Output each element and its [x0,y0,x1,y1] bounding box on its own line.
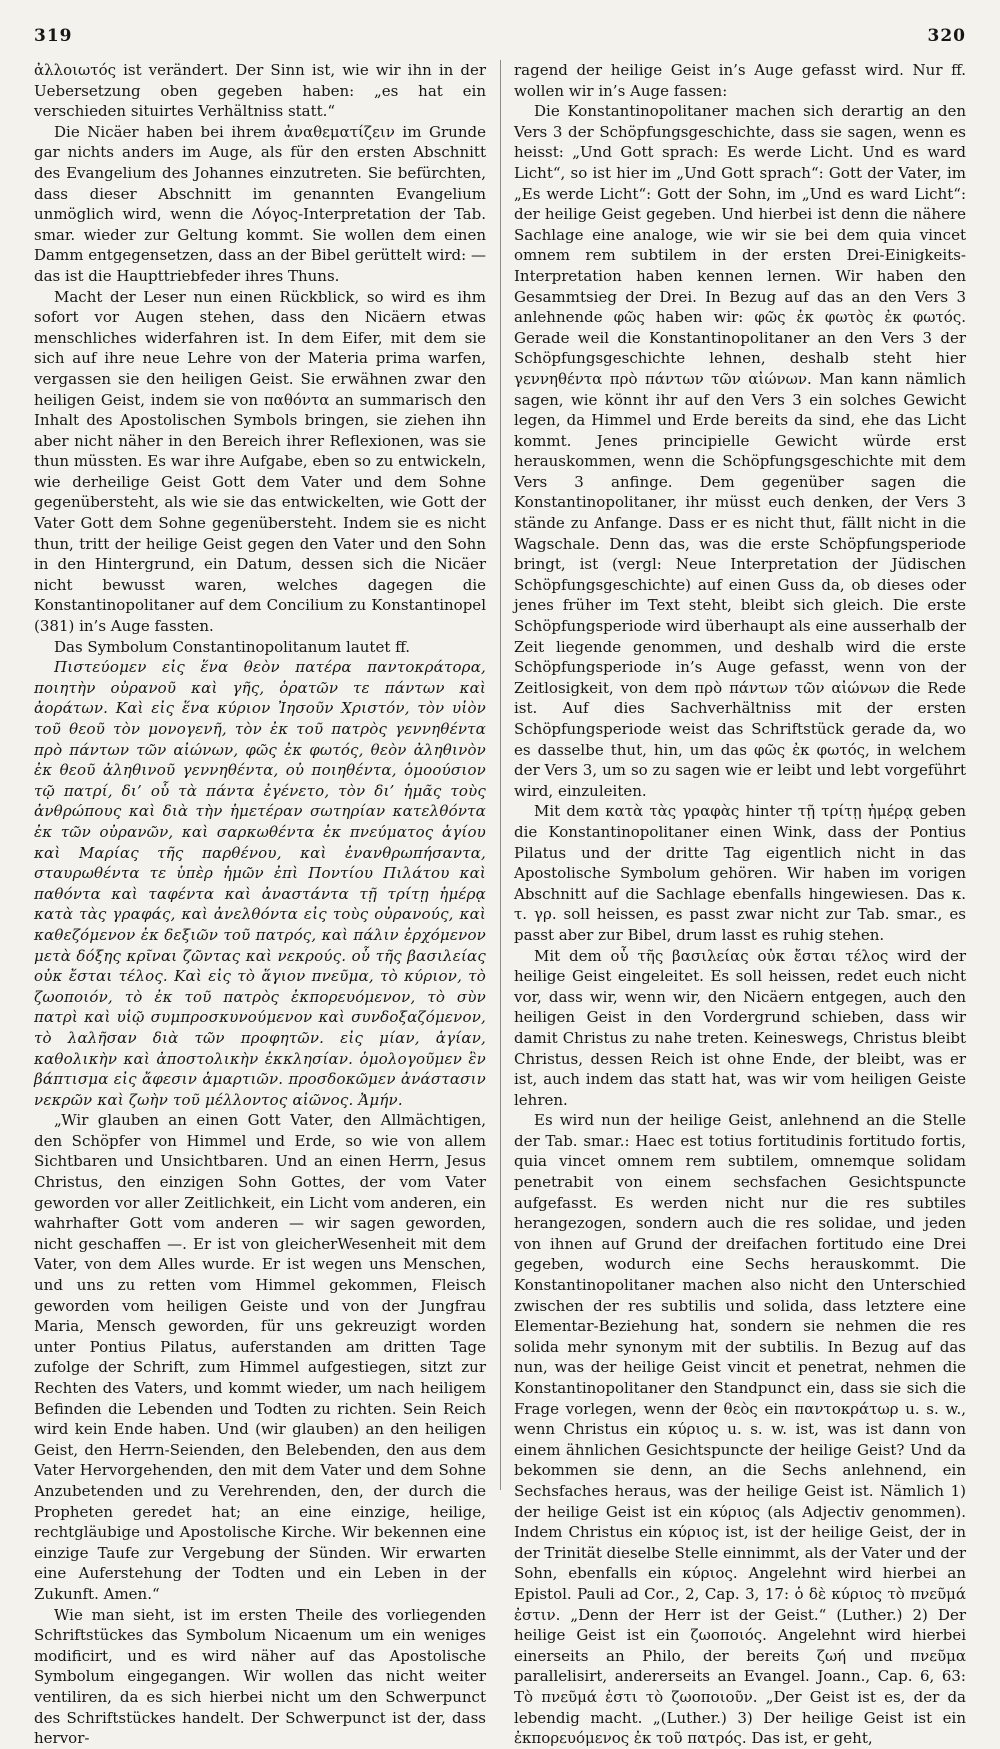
right-column-paragraph: Die Konstantinopolitaner machen sich derartig an den Vers 3 der Schöpfungsgeschichte, dass sie sagen, wenn es heisst: „Und Gott sprach: Es werde Licht. Und es ward Licht“, so ist hier im „Und Gott sprach“: Gott der Vater, im „Es werde Licht“: Gott der Sohn, im „Und es ward Licht“: der heilige Geist gegeben. Und hierbei ist denn die nähere Sachlage eine analoge, wie wir sie bei dem quia vincet omnem rem subtilem in der ersten Drei-Einigkeits-Interpretation haben kennen lernen. Wir haben den Gesammtsieg der Drei. In Bezug auf das an den Vers 3 anlehnende φῶς haben wir: φῶς ἐκ φωτὸς ἐκ φωτός. Gerade weil die Konstantinopolitaner an den Vers 3 der Schöpfungsgeschichte lehnen, deshalb steht hier γεννηθέντα πρὸ πάντων τῶν αἰώνων. Man kann nämlich sagen, wie könnt ihr auf den Vers 3 ein solches Gewicht legen, da Himmel und Erde bereits da sind, ehe das Licht kommt. Jenes principielle Gewicht würde erst herauskommen, wenn die Schöpfungsgeschichte mit dem Vers 3 anfinge. Dem gegenüber sagen die Konstantinopolitaner, ihr müsst euch denken, der Vers 3 stände zu Anfange. Dass er es nicht thut, fällt nicht in die Wagschale. Denn das, was die erste Schöpfungsperiode bringt, ist (vergl: Neue Interpretation der Jüdischen Schöpfungsgeschichte) auf einen Guss da, ob dieses oder jenes früher im Text steht, bleibt sich gleich. Die erste Schöpfungsperiode wird überhaupt als eine ausserhalb der Zeit liegende genommen, und deshalb wird die erste Schöpfungsperiode in’s Auge gefasst, wenn von der Zeitlosigkeit, von dem πρὸ πάντων τῶν αἰώνων die Rede ist. Auf dies Sachverhältniss mit der ersten Schöpfungsperiode weist das Schriftstück gerade da, wo es dasselbe thut, hin, um das φῶς ἐκ φωτός, in welchem der Vers 3, um so zu sagen wie er leibt und lebt vorgeführt wird, einzuleiten. [514,102,966,800]
two-column-text [34,60,966,1748]
right-column-paragraph: Mit dem κατὰ τὰς γραφὰς hinter τῇ τρίτῃ ἡμέρᾳ geben die Konstantinopolitaner einen Wink, dass der Pontius Pilatus und der dritte Tag eigentlich nicht in das Apostolische Symbolum gehören. Wir haben im vorigen Abschnitt auf die Sachlage ebenfalls hingewiesen. Das κ. τ. γρ. soll heissen, es passt zwar nicht zur Tab. smar., es passt aber zur Bibel, drum lasst es ruhig stehen. [514,802,966,944]
right-column-paragraph: Mit dem οὗ τῆς βασιλείας οὐκ ἔσται τέλος wird der heilige Geist eingeleitet. Es soll heissen, redet euch nicht vor, dass wir, wenn wir, den Nicäern entgegen, auch den heiligen Geist in den Vordergrund schieben, dass wir damit Christus zu nahe treten. Keineswegs, Christus bleibt Christus, dessen Reich ist ohne Ende, der bleibt, was er ist, auch indem das statt hat, was wir vom heiligen Geiste lehren. [514,946,966,1109]
greek-creed-paragraph: Πιστεύομεν εἰς ἕνα θεὸν πατέρα παντοκράτορα, ποιητὴν οὐρανοῦ καὶ γῆς, ὁρατῶν τε πάντων καὶ ἀοράτων. Καὶ εἰς ἕνα κύριον Ἰησοῦν Χριστόν, τὸν υἱὸν τοῦ θεοῦ τὸν μονογενῆ, τὸν ἐκ τοῦ πατρὸς γεννηθέντα πρὸ πάντων τῶν αἰώνων, φῶς ἐκ φωτός, θεὸν ἀληθινὸν ἐκ θεοῦ ἀληθινοῦ γεννηθέντα, οὐ ποιηθέντα, ὁμοούσιον τῷ πατρί, δι’ οὗ τὰ πάντα ἐγένετο, τὸν δι’ ἡμᾶς τοὺς ἀνθρώπους καὶ διὰ τὴν ἡμετέραν σωτηρίαν κατελθόντα ἐκ τῶν οὐρανῶν, καὶ σαρκωθέντα ἐκ πνεύματος ἁγίου καὶ Μαρίας τῆς παρθένου, καὶ ἐνανθρωπήσαντα, σταυρωθέντα τε ὑπὲρ ἡμῶν ἐπὶ Ποντίου Πιλάτου καὶ παθόντα καὶ ταφέντα καὶ ἀναστάντα τῇ τρίτῃ ἡμέρᾳ κατὰ τὰς γραφάς, καὶ ἀνελθόντα εἰς τοὺς οὐρανούς, καὶ καθεζόμενον ἐκ δεξιῶν τοῦ πατρός, καὶ πάλιν ἐρχόμενον μετὰ δόξης κρῖναι ζῶντας καὶ νεκρούς. οὗ τῆς βασιλείας οὐκ ἔσται τέλος. Καὶ εἰς τὸ ἅγιον πνεῦμα, τὸ κύριον, τὸ ζωοποιόν, τὸ ἐκ τοῦ πατρὸς ἐκπορευόμενον, τὸ σὺν πατρὶ καὶ υἱῷ συμπροσκυνούμενον καὶ συνδοξαζόμενον, τὸ λαλῆσαν διὰ τῶν προφητῶν. εἰς μίαν, ἁγίαν, καθολικὴν καὶ ἀποστολικὴν ἐκκλησίαν. ὁμολογοῦμεν ἓν βάπτισμα εἰς ἄφεσιν ἁμαρτιῶν. προσδοκῶμεν ἀνάστασιν νεκρῶν καὶ ζωὴν τοῦ μέλλοντος αἰῶνος. Ἀμήν. [34,658,486,1109]
page-header [34,26,966,60]
column-divider [500,60,501,1490]
left-page-number: 319 [34,26,73,46]
left-column-paragraph: Macht der Leser nun einen Rückblick, so wird es ihm sofort vor Augen stehen, dass den Nicäern etwas menschliches widerfahren ist. In dem Eifer, mit dem sie sich auf ihre neue Lehre von der Materia prima warfen, vergassen sie den heiligen Geist. Sie erwähnen zwar den heiligen Geist, indem sie von παθόντα an summarisch den Inhalt des Apostolischen Symbols bringen, sie ziehen ihn aber nicht näher in den Bereich ihrer Reflexionen, was sie thun müssten. Es war ihre Aufgabe, eben so zu entwickeln, wie derheilige Geist Gott dem Vater und dem Sohne gegenübersteht, als wie sie das entwickelten, wie Gott der Vater Gott dem Sohne gegenübersteht. Indem sie es nicht thun, tritt der heilige Geist gegen den Vater und den Sohn in den Hintergrund, ein Datum, dessen sich die Nicäer nicht bewusst waren, welches dagegen die Konstantinopolitaner auf dem Concilium zu Konstantinopel (381) in’s Auge fassten. [34,287,486,636]
left-column-paragraph: Wie man sieht, ist im ersten Theile des vorliegenden Schriftstückes das Symbolum Nicaenum um ein weniges modificirt, und es wird näher auf das Apostolische Symbolum eingegangen. Wir wollen das nicht weiter ventiliren, da es sich hierbei nicht um den Schwerpunct des Schriftstückes handelt. Der Schwerpunct ist der, dass hervor- [34,1605,486,1748]
left-column-paragraph: ἀλλοιωτός ist verändert. Der Sinn ist, wie wir ihn in der Uebersetzung oben gegeben haben: „es hat ein verschieden situirtes Verhältniss statt.“ [34,61,486,121]
right-column [514,60,966,1748]
left-column [34,60,486,1748]
right-column-paragraph: Es wird nun der heilige Geist, anlehnend an die Stelle der Tab. smar.: Haec est totius fortitudinis fortitudo fortis, quia vincet omnem rem subtilem, omnemque solidam penetrabit von einem sechsfachen Gesichtspuncte aufgefasst. Es werden nicht nur die res subtiles herangezogen, sondern auch die res solidae, und jeden von ihnen auf Grund der dreifachen fortitudo eine Drei gegeben, wodurch eine Sechs herauskommt. Die Konstantinopolitaner machen also nicht den Unterschied zwischen der res subtilis und solida, dass letztere eine Elementar-Beziehung hat, sondern sie nehmen die res solida mehr synonym mit der subtilis. In Bezug auf das nun, was der heilige Geist vincit et penetrat, nehmen die Konstantinopolitaner den Standpunct ein, dass sie sich die Frage vorlegen, wenn der θεὸς ein παντοκράτωρ u. s. w., wenn Christus ein κύριος u. s. w. ist, was ist dann von einem ähnlichen Gesichtspuncte der heilige Geist? Und da bekommen sie denn, an die Sechs anlehnend, ein Sechsfaches heraus, was der heilige Geist ist. Nämlich 1) der heilige Geist ist ein κύριος (als Adjectiv genommen). Indem Christus ein κύριος ist, ist der heilige Geist, der in der Trinität dieselbe Stelle einnimmt, als der Vater und der Sohn, ebenfalls ein κύριος. Angelehnt wird hierbei an Epistol. Pauli ad Cor., 2, Cap. 3, 17: ὁ δὲ κύριος τὸ πνεῦμά ἐστιν. „Denn der Herr ist der Geist.“ (Luther.) 2) Der heilige Geist ist ein ζωοποιός. Angelehnt wird hierbei einerseits an Philo, der bereits ζωή und πνεῦμα parallelisirt, andererseits an Evangel. Joann., Cap. 6, 63: Τὸ πνεῦμά ἐστι τὸ ζωοποιοῦν. „Der Geist ist es, der da lebendig macht. „(Luther.) 3) Der heilige Geist ist ein ἐκπορευόμενος ἐκ τοῦ πατρός. Das ist, er geht, [514,1111,966,1748]
left-column-paragraph: Die Nicäer haben bei ihrem ἀναθεματίζειν im Grunde gar nichts anders im Auge, als für den ersten Abschnitt des Evangelium des Johannes einzutreten. Sie befürchten, dass dieser Abschnitt im genannten Evangelium unmöglich wird, wenn die Λόγος-Interpretation der Tab. smar. wieder zur Geltung kommt. Sie wollen dem einen Damm entgegensetzen, dass an der Bibel gerüttelt wird: — das ist die Haupttriebfeder ihres Thuns. [34,122,486,285]
right-page-number: 320 [927,26,966,46]
german-creed-paragraph: „Wir glauben an einen Gott Vater, den Allmächtigen, den Schöpfer von Himmel und Erde, so wie von allem Sichtbaren und Unsichtbaren. Und an einen Herrn, Jesus Christus, den einzigen Sohn Gottes, der vom Vater geworden vor aller Zeitlichkeit, ein Licht vom anderen, ein wahrhafter Gott vom anderen — wir sagen geworden, nicht geschaffen —. Er ist von gleicherWesenheit mit dem Vater, von dem Alles wurde. Er ist wegen uns Menschen, und uns zu retten vom Himmel gekommen, Fleisch geworden vom heiligen Geiste und von der Jungfrau Maria, Mensch geworden, für uns gekreuzigt worden unter Pontius Pilatus, auferstanden am dritten Tage zufolge der Schrift, zum Himmel aufgestiegen, sitzt zur Rechten des Vaters, und kommt wieder, um nach heiligem Befinden die Lebenden und Todten zu richten. Sein Reich wird kein Ende haben. Und (wir glauben) an den heiligen Geist, den Herrn-Seienden, den Belebenden, den aus dem Vater Hervorgehenden, den mit dem Vater und dem Sohne Anzubetenden und zu Verehrenden, den, der durch die Propheten geredet hat; an eine einzige, heilige, rechtgläubige und Apostolische Kirche. Wir bekennen eine einzige Taufe zur Vergebung der Sünden. Wir erwarten eine Auferstehung der Todten und ein Leben in der Zukunft. Amen.“ [34,1111,486,1603]
right-column-paragraph: ragend der heilige Geist in’s Auge gefasst wird. Nur ff. wollen wir in’s Auge fassen: [514,61,966,100]
left-column-paragraph: Das Symbolum Constantinopolitanum lautet ff. [54,637,411,656]
